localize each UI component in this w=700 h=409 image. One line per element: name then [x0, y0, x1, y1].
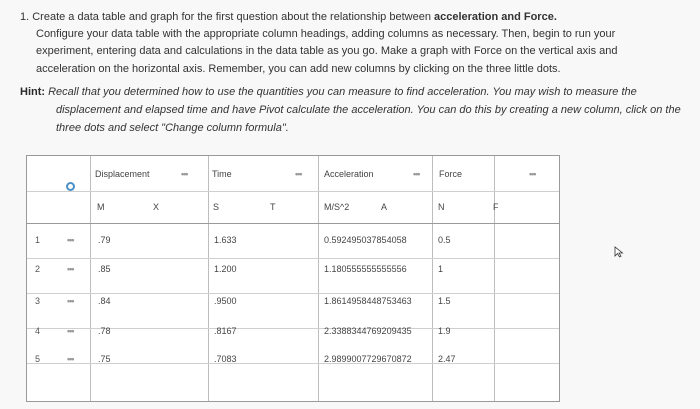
- column-header-displacement[interactable]: Displacement: [95, 169, 150, 179]
- unit-acceleration[interactable]: M/S^2: [324, 202, 350, 212]
- question-line-4: acceleration on the horizontal axis. Remember, you can add new columns by clicking on the three little dots.: [36, 63, 561, 75]
- hint-text-1: Recall that you determined how to use the quantities you can measure to find acceleration. You may wish to measure the: [48, 86, 637, 98]
- three-dots-icon[interactable]: •••: [67, 235, 74, 245]
- row-number: 4: [35, 326, 41, 336]
- three-dots-icon[interactable]: •••: [295, 169, 302, 179]
- cell-time[interactable]: 1.633: [214, 235, 237, 245]
- cell-force[interactable]: 1.9: [438, 326, 451, 336]
- unit-displacement[interactable]: M: [97, 202, 105, 212]
- symbol-displacement[interactable]: X: [153, 202, 160, 212]
- hint-label: Hint:: [20, 86, 46, 98]
- question-line-2: Configure your data table with the appropriate column headings, adding columns as necessary. Then, begin to run your: [36, 28, 616, 40]
- column-header-force[interactable]: Force: [439, 169, 463, 179]
- grid-line: [27, 293, 559, 294]
- grid-line: [208, 156, 209, 401]
- cell-acceleration[interactable]: 1.180555555555556: [324, 264, 407, 274]
- question-text: 1. Create a data table and graph for the first question about the relationship between: [20, 11, 434, 23]
- cell-time[interactable]: .9500: [214, 296, 237, 306]
- cell-displacement[interactable]: .79: [98, 235, 111, 245]
- row-number: 1: [35, 235, 41, 245]
- column-header-time[interactable]: Time: [212, 169, 232, 179]
- hint-line-3: three dots and select "Change column formula".: [56, 122, 289, 134]
- cell-force[interactable]: 1.5: [438, 296, 451, 306]
- cell-displacement[interactable]: .78: [98, 326, 111, 336]
- row-number: 2: [35, 264, 41, 274]
- cell-acceleration[interactable]: 1.8614958448753463: [324, 296, 412, 306]
- three-dots-icon[interactable]: •••: [67, 326, 74, 336]
- cell-time[interactable]: .7083: [214, 354, 237, 364]
- cell-acceleration[interactable]: 0.592495037854058: [324, 235, 407, 245]
- grid-line: [27, 191, 559, 192]
- question-bold-text: acceleration and Force.: [434, 11, 557, 23]
- grid-line: [27, 258, 559, 259]
- question-line-3: experiment, entering data and calculations in the data table as you go. Make a graph with Force on the vertical axis and: [36, 45, 618, 57]
- three-dots-icon[interactable]: •••: [67, 296, 74, 306]
- three-dots-icon[interactable]: •••: [529, 169, 536, 179]
- cell-time[interactable]: .8167: [214, 326, 237, 336]
- question-line-1: [20, 11, 557, 23]
- cell-displacement[interactable]: .85: [98, 264, 111, 274]
- cell-acceleration[interactable]: 2.3388344769209435: [324, 326, 412, 336]
- grid-line: [432, 156, 433, 401]
- grid-line: [90, 156, 91, 401]
- row-number: 5: [35, 354, 41, 364]
- gear-icon[interactable]: [66, 182, 75, 191]
- row-number: 3: [35, 296, 41, 306]
- data-table[interactable]: [26, 155, 560, 402]
- symbol-time[interactable]: T: [270, 202, 276, 212]
- cell-displacement[interactable]: .84: [98, 296, 111, 306]
- grid-line: [318, 156, 319, 401]
- unit-force[interactable]: N: [438, 202, 445, 212]
- grid-line: [494, 156, 495, 401]
- cell-force[interactable]: 2.47: [438, 354, 456, 364]
- instructions-panel: [0, 0, 700, 146]
- symbol-force[interactable]: F: [493, 202, 499, 212]
- grid-line: [27, 223, 559, 224]
- three-dots-icon[interactable]: •••: [67, 354, 74, 364]
- cell-force[interactable]: 1: [438, 264, 444, 274]
- pointer-icon: [614, 246, 624, 258]
- symbol-acceleration[interactable]: A: [381, 202, 388, 212]
- column-header-acceleration[interactable]: Acceleration: [324, 169, 374, 179]
- unit-time[interactable]: S: [213, 202, 220, 212]
- hint-line-2: displacement and elapsed time and have Pivot calculate the acceleration. You can do this by creating a new column, click on the: [56, 104, 681, 116]
- cell-acceleration[interactable]: 2.9899007729670872: [324, 354, 412, 364]
- three-dots-icon[interactable]: •••: [413, 169, 420, 179]
- three-dots-icon[interactable]: •••: [67, 264, 74, 274]
- cell-displacement[interactable]: .75: [98, 354, 111, 364]
- three-dots-icon[interactable]: •••: [181, 169, 188, 179]
- cell-force[interactable]: 0.5: [438, 235, 451, 245]
- cell-time[interactable]: 1.200: [214, 264, 237, 274]
- hint-line-1: [20, 86, 637, 98]
